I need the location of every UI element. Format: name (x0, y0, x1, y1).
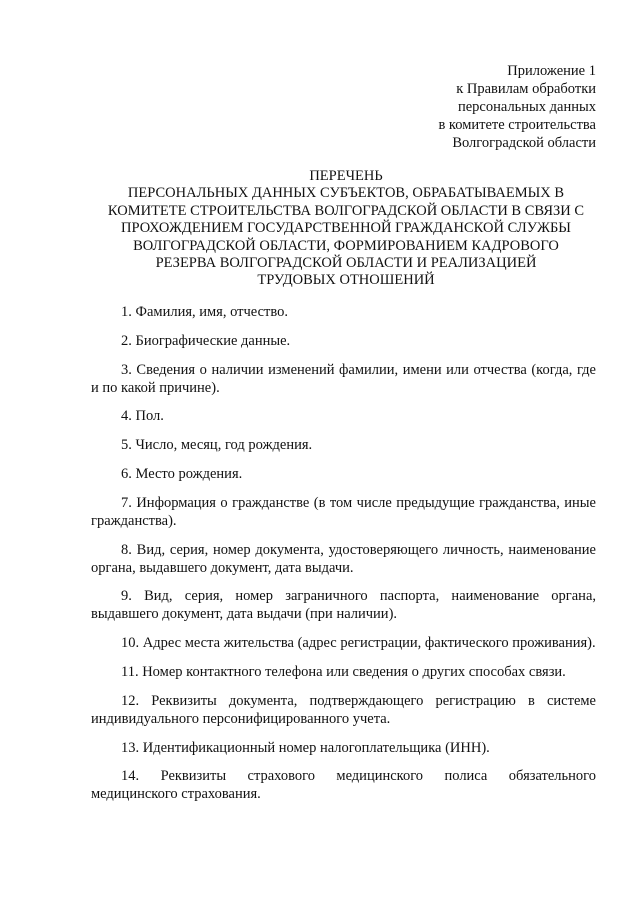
list-item: 10. Адрес места жительства (адрес регистрации, фактического проживания). (121, 635, 596, 652)
list-item: 3. Сведения о наличии изменений фамилии, имени или отчества (когда, где и по какой причине). (91, 361, 596, 396)
title-line: ТРУДОВЫХ ОТНОШЕНИЙ (257, 272, 435, 289)
list-item: 8. Вид, серия, номер документа, удостоверяющего личность, наименование органа, выдавшего документ, дата выдачи. (91, 541, 596, 576)
list-item: 12. Реквизиты документа, подтверждающего регистрацию в системе индивидуального персонифицированного учета. (91, 692, 596, 727)
list-item: 11. Номер контактного телефона или сведения о других способах связи. (121, 663, 566, 680)
list-item: 5. Число, месяц, год рождения. (121, 437, 313, 454)
title-line: ВОЛГОГРАДСКОЙ ОБЛАСТИ, ФОРМИРОВАНИЕМ КАДРОВОГО (133, 237, 559, 254)
list-item: 9. Вид, серия, номер заграничного паспорта, наименование органа, выдавшего документ, дата выдачи (при наличии). (91, 588, 596, 623)
document-title (96, 168, 596, 290)
title-line: ПЕРЕЧЕНЬ (309, 168, 383, 184)
title-line: КОМИТЕТЕ СТРОИТЕЛЬСТВА ВОЛГОГРАДСКОЙ ОБЛАСТИ В СВЯЗИ С (107, 202, 585, 219)
appendix-note (438, 62, 596, 152)
appendix-line: Волгоградской области (452, 135, 596, 151)
title-line: РЕЗЕРВА ВОЛГОГРАДСКОЙ ОБЛАСТИ И РЕАЛИЗАЦИЕЙ (155, 255, 537, 272)
data-list (91, 303, 596, 814)
list-item: 14. Реквизиты страхового медицинского полиса обязательного медицинского страхования. (91, 768, 596, 803)
list-item: 7. Информация о гражданстве (в том числе предыдущие гражданства, иные гражданства). (91, 494, 596, 529)
list-item: 2. Биографические данные. (121, 332, 291, 349)
appendix-line: в комитете строительства (438, 117, 596, 133)
list-item: 4. Пол. (121, 408, 164, 425)
title-line: ПЕРСОНАЛЬНЫХ ДАННЫХ СУБЪЕКТОВ, ОБРАБАТЫВАЕМЫХ В (127, 185, 565, 202)
list-item: 1. Фамилия, имя, отчество. (121, 304, 288, 320)
appendix-line: к Правилам обработки (456, 81, 596, 97)
title-line: ПРОХОЖДЕНИЕМ ГОСУДАРСТВЕННОЙ ГРАЖДАНСКОЙ СЛУЖБЫ (121, 220, 571, 237)
list-item: 13. Идентификационный номер налогоплательщика (ИНН). (121, 739, 490, 756)
appendix-line: Приложение 1 (507, 63, 596, 79)
appendix-line: персональных данных (457, 99, 596, 115)
list-item: 6. Место рождения. (121, 465, 243, 482)
